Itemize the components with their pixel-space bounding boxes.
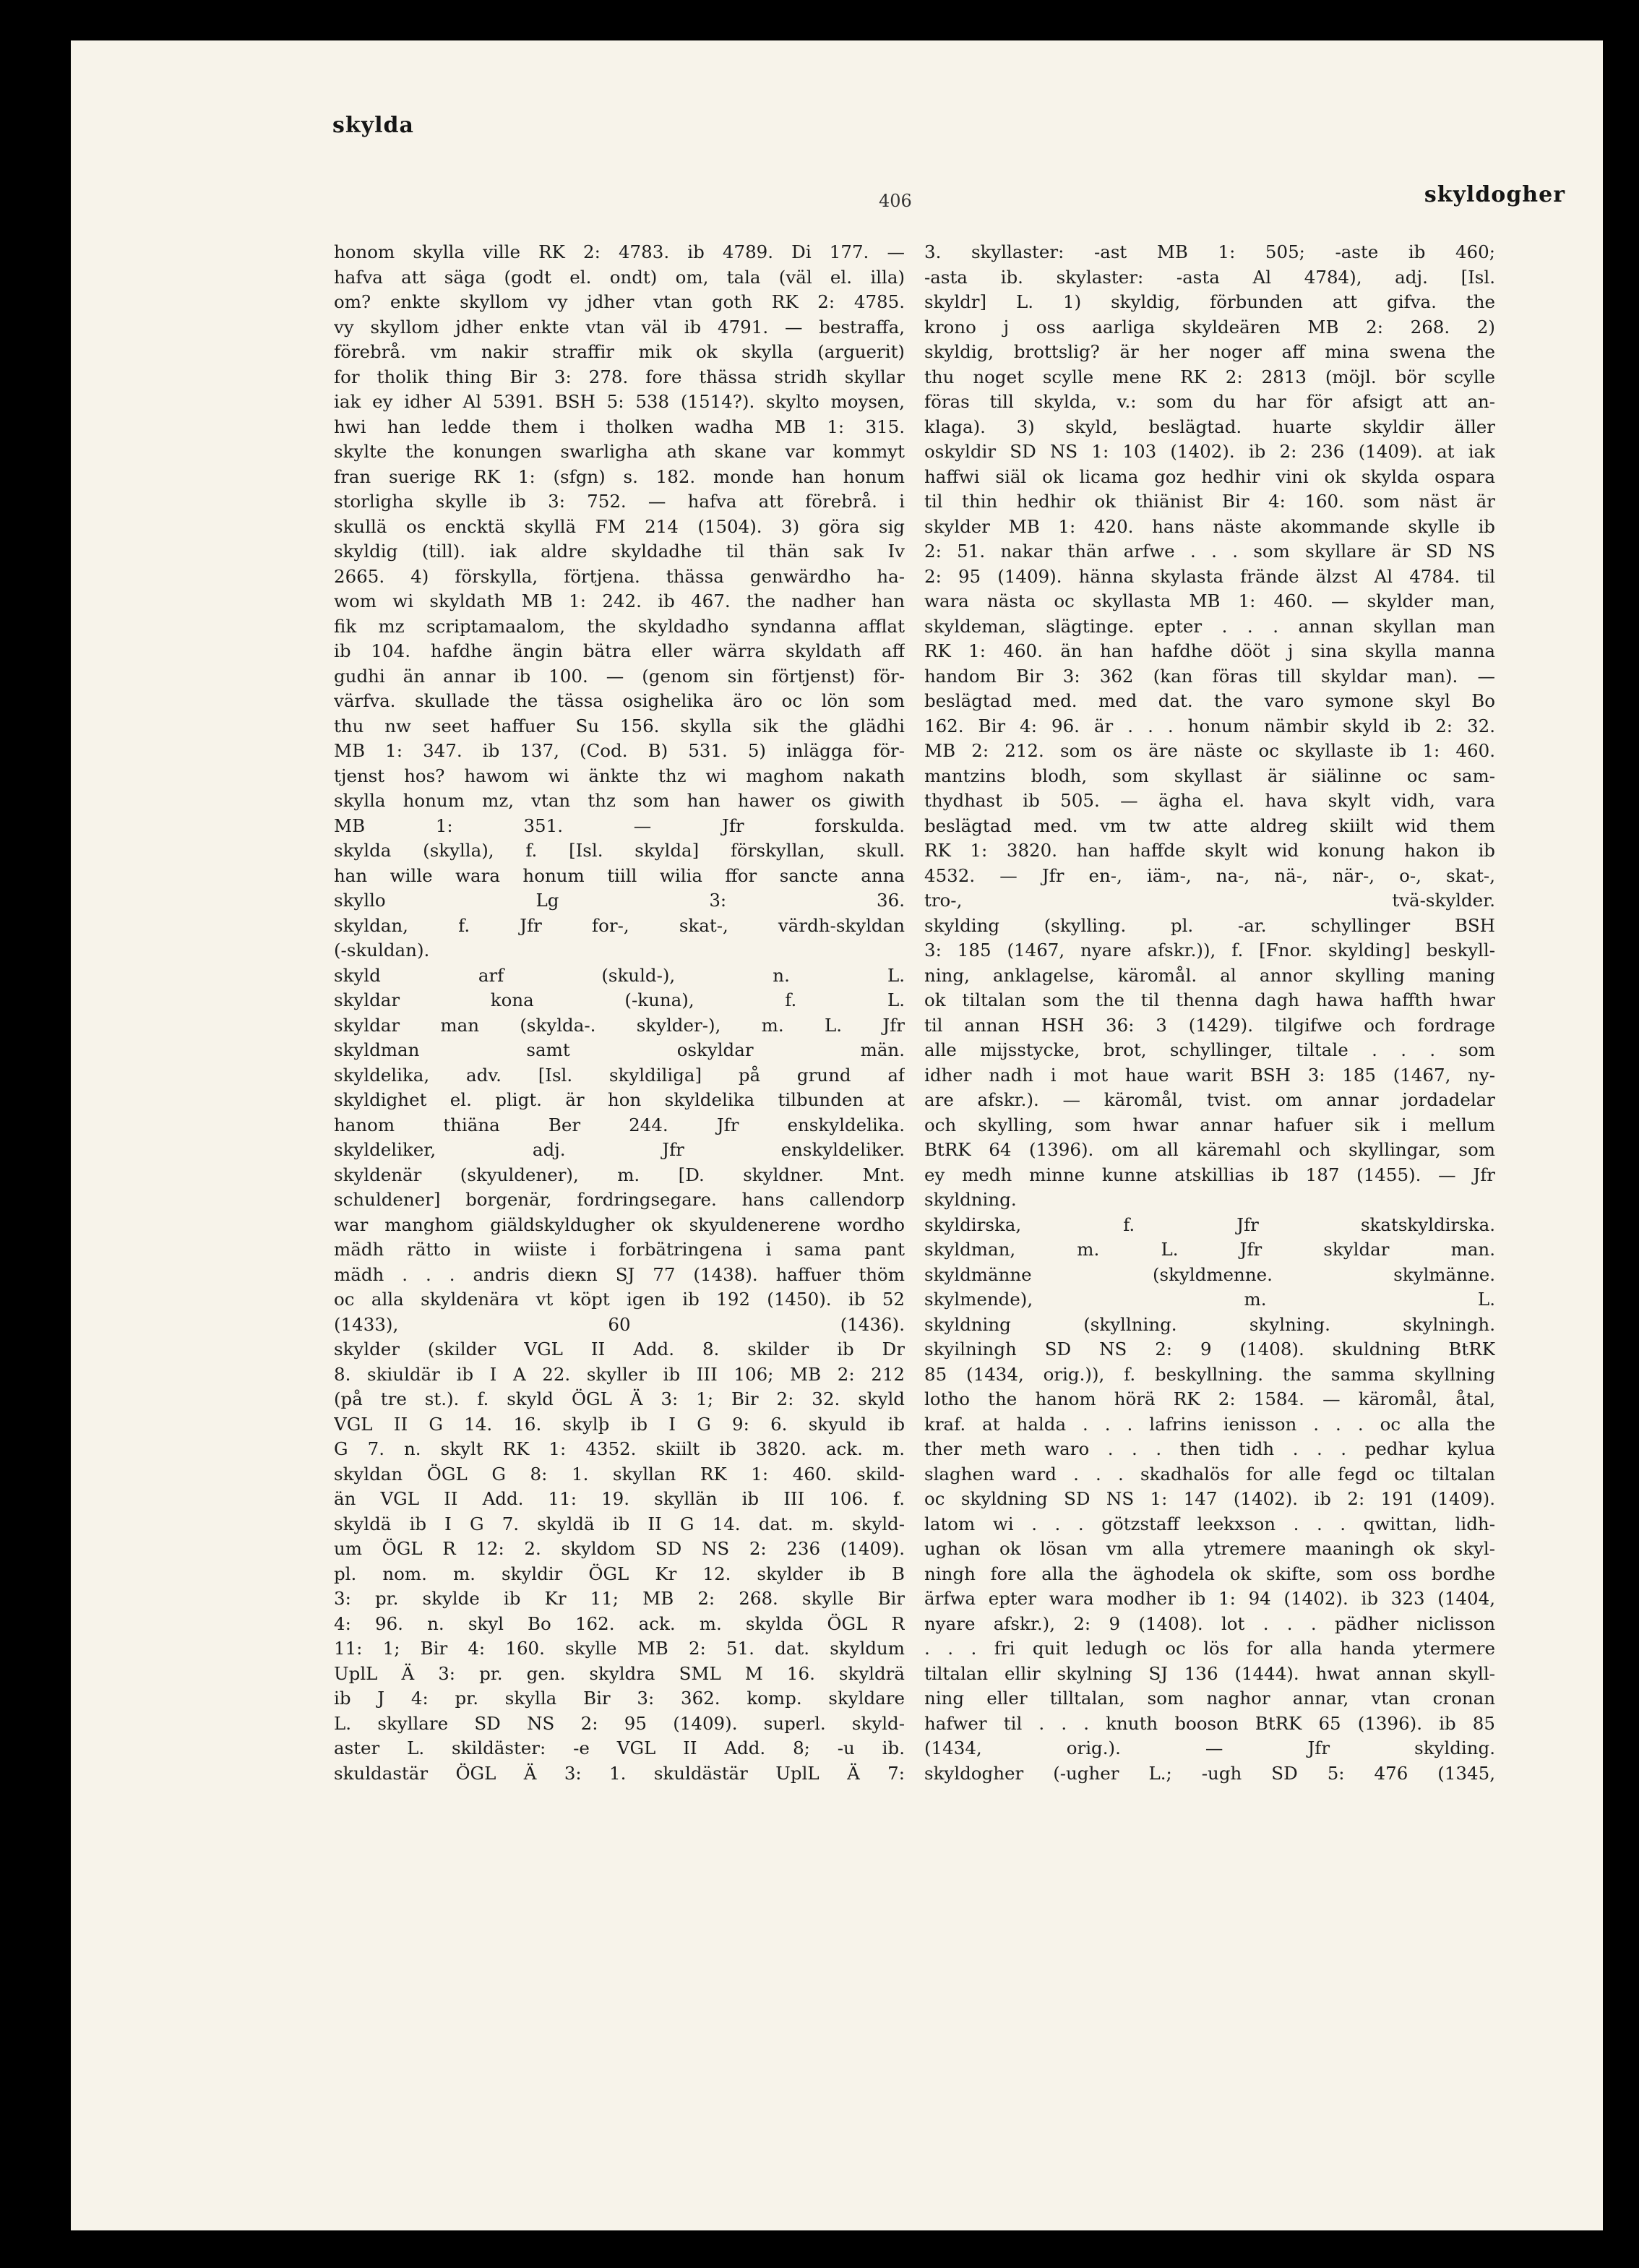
text-line: oc skyldning SD NS 1: 147 (1402). ib 2: 191 (1409). [924,1488,1495,1509]
text-line: oc alla skyldenära vt köpt igen ib 192 (1450). ib 52 [334,1289,905,1310]
text-line: war manghom giäldskyldugher ok skyuldenerene wordho [334,1214,905,1235]
text-line: klaga). 3) skyld, beslägtad. huarte skyldir äller [924,416,1495,437]
text-line: skylding (skylling. pl. -ar. schyllinger BSH [924,914,1495,936]
text-line: skylda (skylla), f. [Isl. skylda] förskyllan, skull. [334,840,905,861]
text-line: haffwi siäl ok licama goz hedhir vini ok skylda ospara [924,465,1495,487]
text-line: thydhast ib 505. — ägha el. hava skylt vidh, vara [924,790,1495,811]
text-line: skyldning (skyllning. skylning. skylningh. [924,1313,1495,1335]
text-line: ib 104. hafdhe ängin bätra eller wärra skyldath aff [334,640,905,661]
text-line: latom wi . . . götzstaff leekxson . . . qwittan, lidh- [924,1513,1495,1534]
text-line: än VGL II Add. 11: 19. skyllän ib III 106. f. [334,1488,905,1509]
text-line: ib J 4: pr. skylla Bir 3: 362. komp. skyldare [334,1688,905,1709]
text-line: fran suerige RK 1: (sfgn) s. 182. monde han honum [334,465,905,487]
text-line: skyld arf (skuld-), n. L. [334,964,905,986]
text-line: skyldan, f. Jfr for-, skat-, värdh-skyldan [334,914,905,936]
text-line: til annan HSH 36: 3 (1429). tilgifwe och fordrage [924,1014,1495,1036]
text-line: um ÖGL R 12: 2. skyldom SD NS 2: 236 (1409). [334,1538,905,1559]
text-line: skyldä ib I G 7. skyldä ib II G 14. dat. m. skyld- [334,1513,905,1534]
text-line: ning eller tilltalan, som naghor annar, vtan cronan [924,1688,1495,1709]
text-line: skyldelika, adv. [Isl. skyldiliga] på grund af [334,1064,905,1086]
running-head-right: skyldogher [1424,182,1565,207]
text-line: G 7. n. skylt RK 1: 4352. skiilt ib 3820. ack. m. [334,1438,905,1459]
text-line: skyldan ÖGL G 8: 1. skyllan RK 1: 460. skild- [334,1463,905,1485]
text-line: wom wi skyldath MB 1: 242. ib 467. the nadher han [334,590,905,611]
text-line: skuldastär ÖGL Ä 3: 1. skuldästär UplL Ä 7: [334,1762,905,1784]
text-line: och skylling, som hwar annar hafuer sik i mellum [924,1114,1495,1135]
text-line: 162. Bir 4: 96. är . . . honum nämbir skyld ib 2: 32. [924,715,1495,736]
text-line: skyldmänne (skyldmenne. skylmänne. [924,1263,1495,1285]
text-line: beslägtad med. med dat. the varo symone skyl Bo [924,690,1495,711]
text-line: hafva att säga (godt el. ondt) om, tala (väl el. illa) [334,266,905,288]
text-line: skyldenär (skyuldener), m. [D. skyldner. Mnt. [334,1164,905,1185]
text-line: thu nw seet haffuer Su 156. skylla sik the glädhi [334,715,905,736]
text-line: mantzins blodh, som skyllast är siälinne oc sam- [924,765,1495,786]
text-line: ther meth waro . . . then tidh . . . pedhar kylua [924,1438,1495,1459]
text-line: hanom thiäna Ber 244. Jfr enskyldelika. [334,1114,905,1135]
text-line: skyldig (till). iak aldre skyldadhe til thän sak Iv [334,541,905,562]
text-line: slaghen ward . . . skadhalös for alle fegd oc tiltalan [924,1463,1495,1485]
text-line: lotho the hanom hörä RK 2: 1584. — käromål, åtal, [924,1388,1495,1409]
text-line: skyldeman, slägtinge. epter . . . annan skyllan man [924,615,1495,637]
text-line: 3: 185 (1467, nyare afskr.)), f. [Fnor. skylding] beskyll- [924,940,1495,961]
text-line: hwi han ledde them i tholken wadha MB 1: 315. [334,416,905,437]
text-line: thu noget scylle mene RK 2: 2813 (möjl. bör scylle [924,366,1495,387]
text-line: skullä os encktä skyllä FM 214 (1504). 3) göra sig [334,515,905,537]
text-line: ok tiltalan som the til thenna dagh hawa haffth hwar [924,989,1495,1010]
text-line: wara nästa oc skyllasta MB 1: 460. — skylder man, [924,590,1495,611]
text-line: 8. skiuldär ib I A 22. skyller ib III 106; MB 2: 212 [334,1363,905,1385]
text-line: -asta ib. skylaster: -asta Al 4784), adj. [Isl. [924,266,1495,288]
text-line: iak ey idher Al 5391. BSH 5: 538 (1514?). skylto moysen, [334,391,905,412]
text-line: RK 1: 460. än han hafdhe dööt j sina skylla manna [924,640,1495,661]
text-line: ningh fore alla the äghodela ok skifte, som oss bordhe [924,1563,1495,1584]
text-line: 4: 96. n. skyl Bo 162. ack. m. skylda ÖGL R [334,1612,905,1634]
text-line: (på tre st.). f. skyld ÖGL Ä 3: 1; Bir 2: 32. skyld [334,1388,905,1409]
text-line: värfva. skullade the tässa osighelika äro oc lön som [334,690,905,711]
text-line: skyldar kona (-kuna), f. L. [334,989,905,1010]
text-line: . . . fri quit ledugh oc lös for alla handa ytermere [924,1638,1495,1659]
text-line: 11: 1; Bir 4: 160. skylle MB 2: 51. dat. skyldum [334,1638,905,1659]
text-line: skyldman, m. L. Jfr skyldar man. [924,1239,1495,1260]
text-line: skylte the konungen swarligha ath skane var kommyt [334,441,905,462]
text-line: skyldirska, f. Jfr skatskyldirska. [924,1214,1495,1235]
text-line: idher nadh i mot haue warit BSH 3: 185 (1467, ny- [924,1064,1495,1086]
text-line: RK 1: 3820. han haffde skylt wid konung hakon ib [924,840,1495,861]
text-line: mädh . . . andris dieкn SJ 77 (1438). haffuer thöm [334,1263,905,1285]
text-line: MB 1: 351. — Jfr forskulda. [334,815,905,836]
text-line: are afskr.). — käromål, tvist. om annar jordadelar [924,1089,1495,1110]
text-line: (1434, orig.). — Jfr skylding. [924,1737,1495,1758]
text-line: til thin hedhir ok thiänist Bir 4: 160. som näst är [924,491,1495,512]
text-line: skyldman samt oskyldar män. [334,1039,905,1060]
text-line: skylder (skilder VGL II Add. 8. skilder ib Dr [334,1339,905,1359]
text-line: oskyldir SD NS 1: 103 (1402). ib 2: 236 (1409). at iak [924,441,1495,462]
right-column [924,240,1495,2025]
text-line: VGL II G 14. 16. skylþ ib I G 9: 6. skyuld ib [334,1413,905,1435]
left-column [334,240,905,2148]
text-line: tjenst hos? hawom wi änkte thz wi maghom nakath [334,765,905,786]
text-line: tro-, tvä-skylder. [924,890,1495,911]
text-line: ughan ok lösan vm alla ytremere maaningh ok skyl- [924,1538,1495,1559]
text-line: han wille wara honum tiill wilia ffor sancte anna [334,864,905,886]
text-line: ning, anklagelse, käromål. al annor skylling maning [924,964,1495,986]
page-number: 406 [879,191,912,211]
text-line: 2665. 4) förskylla, förtjena. thässa genwärdho ha- [334,565,905,587]
text-line: schuldener] borgenär, fordringsegare. hans callendorp [334,1189,905,1210]
text-line: skyldr] L. 1) skyldig, förbunden att gifva. the [924,291,1495,312]
text-line: 85 (1434, orig.)), f. beskyllning. the samma skyllning [924,1363,1495,1385]
text-line: skyllo Lg 3: 36. [334,890,905,911]
text-line: L. skyllare SD NS 2: 95 (1409). superl. skyld- [334,1712,905,1734]
text-line: 3: pr. skylde ib Kr 11; MB 2: 268. skylle Bir [334,1588,905,1609]
text-line: krono j oss aarliga skyldeären MB 2: 268. 2) [924,316,1495,338]
text-line: skyldig, brottslig? är her noger aff mina swena the [924,341,1495,362]
text-line: alle mijsstycke, brot, schyllinger, tiltale . . . som [924,1039,1495,1060]
text-line: aster L. skildäster: -e VGL II Add. 8; -u ib. [334,1737,905,1758]
running-head-left: skylda [332,113,414,138]
text-line: 3. skyllaster: -ast MB 1: 505; -aste ib 460; [924,241,1495,262]
text-line: beslägtad med. vm tw atte aldreg skiilt wid them [924,815,1495,836]
text-line: storligha skylle ib 3: 752. — hafva att förebrå. i [334,491,905,512]
text-line: skyldogher (-ugher L.; -ugh SD 5: 476 (1345, [924,1762,1495,1784]
text-line: gudhi än annar ib 100. — (genom sin förtjenst) för- [334,665,905,687]
text-line: skyldighet el. pligt. är hon skyldelika tilbunden at [334,1089,905,1110]
text-line: 4532. — Jfr en-, iäm-, na-, nä-, när-, o-, skat-, [924,864,1495,886]
dictionary-page [71,40,1603,2230]
text-line: BtRK 64 (1396). om all käremahl och skyllingar, som [924,1139,1495,1160]
text-line: 2: 95 (1409). hänna skylasta frände älzst Al 4784. til [924,565,1495,587]
text-line: nyare afskr.), 2: 9 (1408). lot . . . pädher niclisson [924,1612,1495,1634]
text-line: fik mz scriptamaalom, the skyldadho syndanna afflat [334,615,905,637]
text-line: UplL Ä 3: pr. gen. skyldra SML M 16. skyldrä [334,1662,905,1684]
text-line: tiltalan ellir skylning SJ 136 (1444). hwat annan skyll- [924,1662,1495,1684]
text-line: MB 1: 347. ib 137, (Cod. B) 531. 5) inlägga för- [334,740,905,761]
text-line: förebrå. vm nakir straffir mik ok skylla (arguerit) [334,341,905,362]
text-line: skyldar man (skylda-. skylder-), m. L. Jfr [334,1014,905,1036]
text-line: skylla honum mz, vtan thz som han hawer os giwith [334,790,905,811]
text-line: om? enkte skyllom vy jdher vtan goth RK 2: 4785. [334,291,905,312]
text-line: MB 2: 212. som os äre näste oc skyllaste ib 1: 460. [924,740,1495,761]
text-line: skylder MB 1: 420. hans näste akommande skylle ib [924,515,1495,537]
text-line: (1433), 60 (1436). [334,1313,905,1335]
text-line: kraf. at halda . . . lafrins ienisson . . . oc alla the [924,1413,1495,1435]
text-line: mädh rätto in wiiste i forbätringena i sama pant [334,1239,905,1260]
text-line: hafwer til . . . knuth booson BtRK 65 (1396). ib 85 [924,1712,1495,1734]
text-line: for tholik thing Bir 3: 278. fore thässa stridh skyllar [334,366,905,387]
text-line: skylmende), m. L. [924,1289,1495,1310]
text-line: honom skylla ville RK 2: 4783. ib 4789. Di 177. — [334,241,905,262]
text-line: vy skyllom jdher enkte vtan väl ib 4791. — bestraffa, [334,316,905,338]
text-line: skyldning. [924,1189,1017,1210]
text-line: handom Bir 3: 362 (kan föras till skyldar man). — [924,665,1495,687]
text-line: föras till skylda, v.: som du har för afsigt att an- [924,391,1495,412]
text-line: skyldeliker, adj. Jfr enskyldeliker. [334,1139,905,1160]
text-line: pl. nom. m. skyldir ÖGL Kr 12. skylder ib B [334,1563,905,1584]
text-line: (-skuldan). [334,940,430,961]
text-line: 2: 51. nakar thän arfwe . . . som skyllare är SD NS [924,541,1495,562]
text-line: ey medh minne kunne atskillias ib 187 (1455). — Jfr [924,1164,1495,1185]
text-line: skyilningh SD NS 2: 9 (1408). skuldning BtRK [924,1339,1495,1359]
text-line: ärfwa epter wara modher ib 1: 94 (1402). ib 323 (1404, [924,1588,1495,1609]
